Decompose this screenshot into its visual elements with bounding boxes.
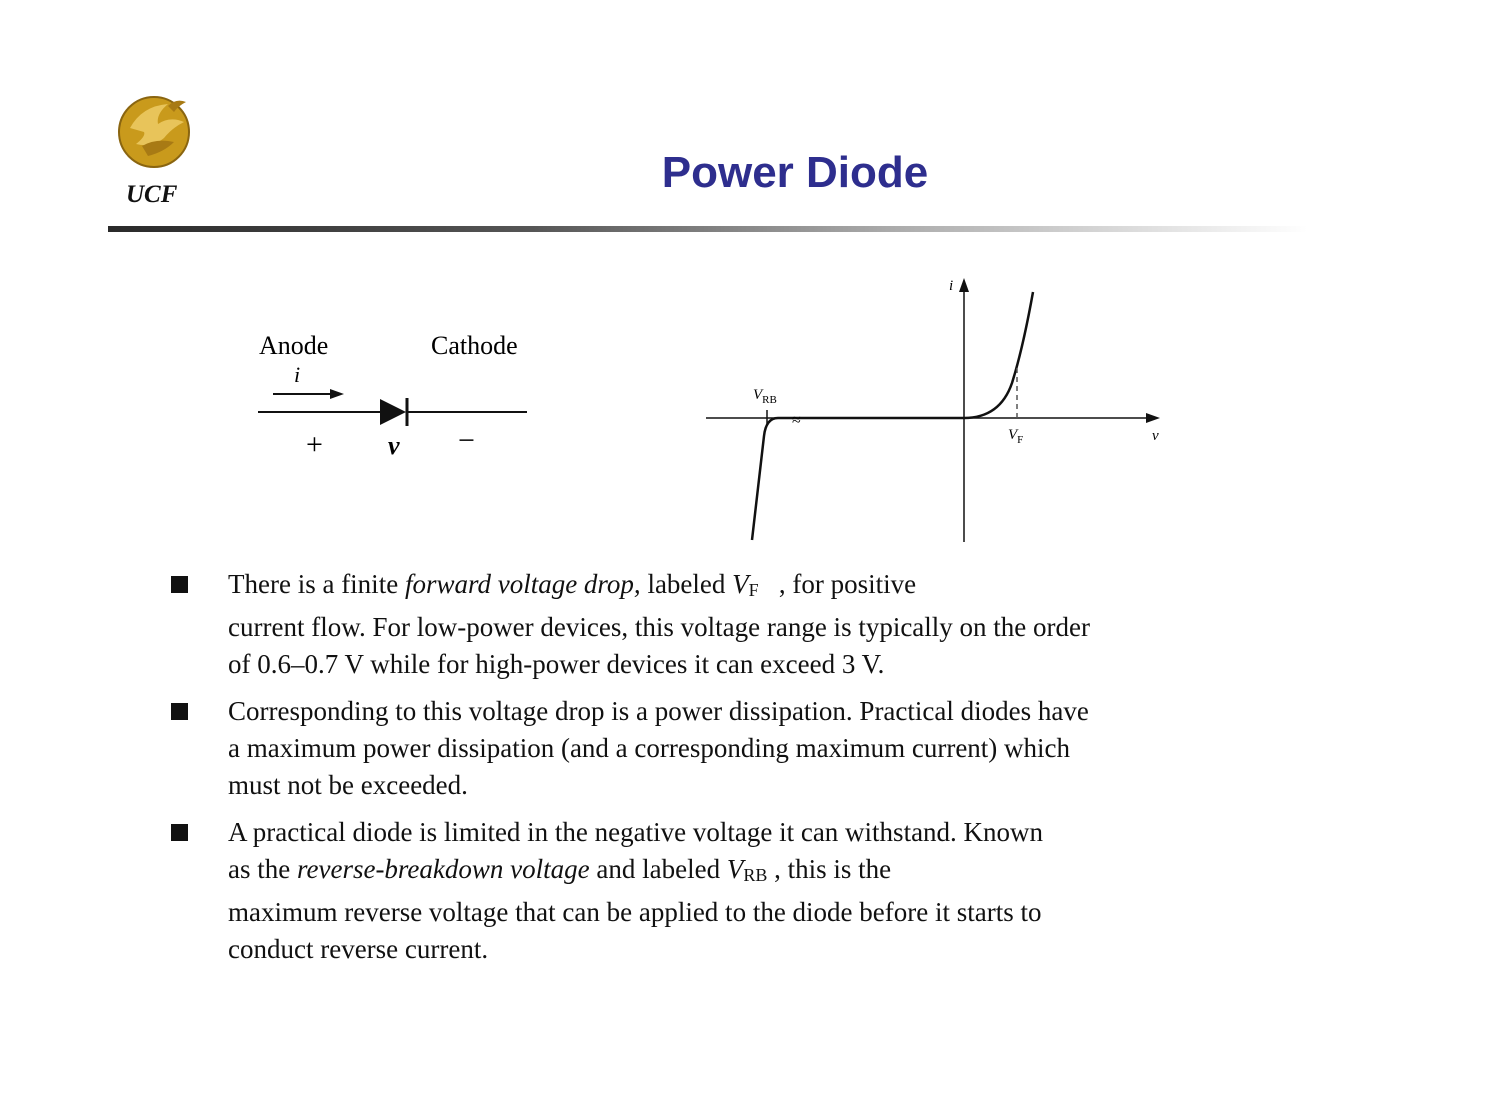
- bullet-text-line: current flow. For low-power devices, this voltage range is typically on the order: [228, 612, 1090, 642]
- breakdown-curve: [752, 418, 800, 540]
- bullet-text-line: There is a finite forward voltage drop, labeled VF , for positive: [228, 569, 917, 600]
- square-bullet-icon: [171, 576, 188, 593]
- diode-triangle: [380, 399, 406, 425]
- plus-label: +: [306, 428, 323, 461]
- bullet-text-line: as the reverse-breakdown voltage and labeled VRB , this is the: [228, 854, 892, 885]
- voltage-label: v: [388, 431, 400, 460]
- current-arrowhead: [330, 389, 344, 399]
- vf-label: $V_F$: [1008, 427, 1024, 446]
- axis-break-symbol: ≈: [792, 412, 801, 429]
- bullet-power-dissipation: [168, 693, 1288, 804]
- pegasus-logo-icon: [112, 88, 202, 168]
- y-axis-arrowhead: [959, 278, 969, 292]
- bullet-text-line: of 0.6–0.7 V while for high-power devices it can exceed 3 V.: [228, 649, 885, 679]
- square-bullet-icon: [171, 703, 188, 720]
- diode-symbol-diagram: [240, 320, 540, 470]
- bullet-text-line: maximum reverse voltage that can be applied to the diode before it starts to: [228, 897, 1042, 927]
- x-axis-arrowhead: [1146, 413, 1160, 423]
- forward-curve: [964, 292, 1033, 418]
- minus-label: −: [458, 424, 475, 457]
- y-axis-label: i: [949, 278, 954, 294]
- bullet-text-line: a maximum power dissipation (and a corresponding maximum current) which: [228, 733, 1071, 763]
- anode-label: Anode: [259, 331, 329, 360]
- bullet-text-line: conduct reverse current.: [228, 934, 489, 964]
- iv-characteristic-graph: [700, 268, 1170, 548]
- bullet-forward-voltage: [168, 566, 1288, 683]
- page-title: Power Diode: [661, 148, 929, 197]
- vrb-label: $V_{RB}$: [753, 387, 777, 406]
- x-axis-label: v: [1152, 428, 1159, 444]
- bullet-reverse-breakdown: [168, 814, 1288, 968]
- title-divider: [108, 226, 1308, 232]
- bullet-text-line: must not be exceeded.: [228, 770, 468, 800]
- bullet-list: [168, 566, 1288, 978]
- bullet-text-line: Corresponding to this voltage drop is a power dissipation. Practical diodes have: [228, 696, 1089, 726]
- logo-text: UCF: [126, 181, 178, 208]
- cathode-label: Cathode: [431, 331, 518, 360]
- square-bullet-icon: [171, 824, 188, 841]
- current-label: i: [294, 362, 301, 387]
- bullet-text-line: A practical diode is limited in the negative voltage it can withstand. Known: [228, 817, 1044, 847]
